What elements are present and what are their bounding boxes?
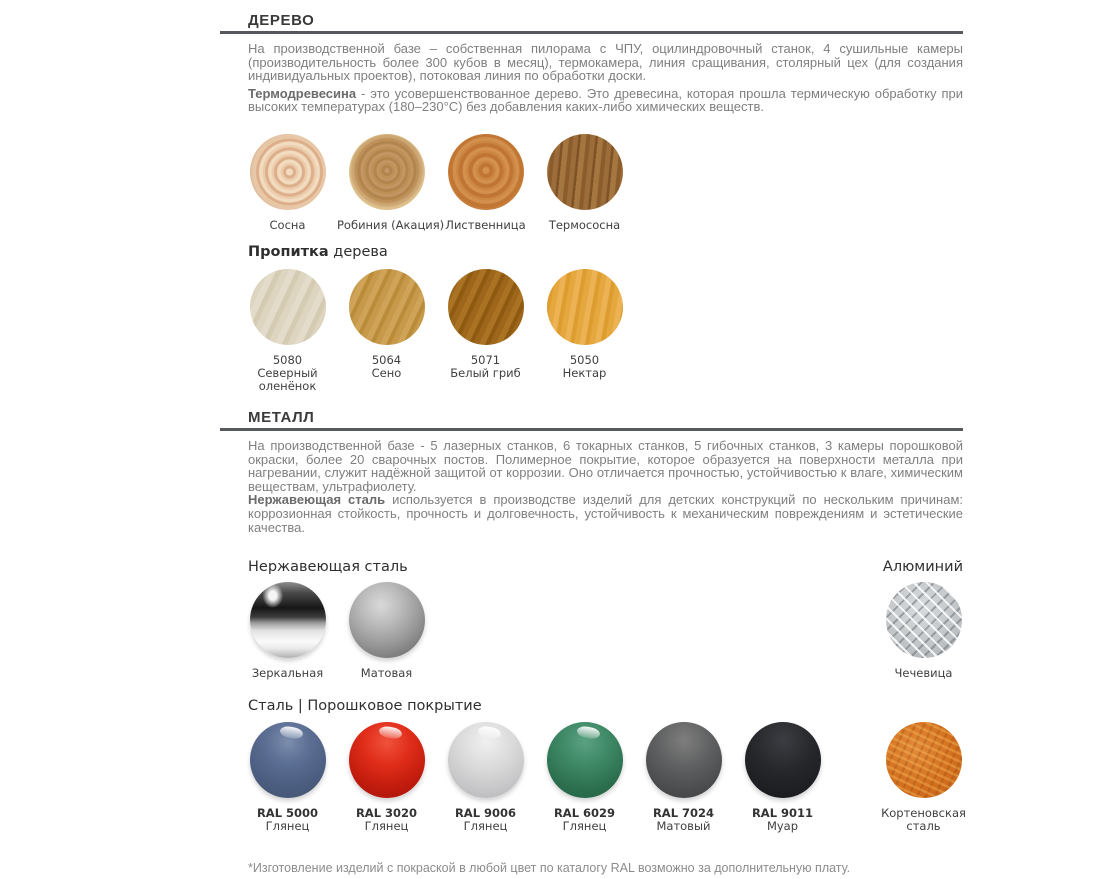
aluminum-title: Алюминий (882, 559, 963, 576)
ral-code: RAL 3020 (355, 806, 418, 821)
stain-5064-circle (349, 269, 425, 345)
metal-section-title: МЕТАЛЛ (248, 408, 315, 426)
section-divider (220, 31, 963, 34)
swatch-name: Белый гриб (450, 365, 521, 380)
swatch-matte (337, 582, 436, 680)
wood-swatch-row (238, 134, 973, 232)
metal-paragraph-2-lead: Нержавеющая сталь (248, 492, 386, 508)
swatch-label: Робиния (Акация) (337, 217, 445, 232)
wood-paragraph-2-lead: Термодревесина (248, 85, 357, 101)
powder-coating-title: Сталь | Порошковое покрытие (248, 698, 482, 715)
swatch-ral7024 (634, 722, 733, 833)
stain-5071-circle (448, 269, 524, 345)
stainless-header-row (248, 560, 963, 575)
impregnation-title-lead: Пропитка (248, 243, 329, 260)
swatch-mirror (238, 582, 337, 680)
metal-paragraph-2 (248, 493, 963, 534)
mirror-steel-circle (250, 582, 326, 658)
impregnation-title-rest: дерева (328, 243, 388, 260)
swatch-code: 5080 (272, 352, 303, 367)
ral-code: RAL 7024 (652, 806, 715, 821)
swatch-label: Кортеновская сталь (881, 806, 966, 834)
swatch-label: Лиственница (445, 217, 526, 232)
thermopine-wood-circle (547, 134, 623, 210)
ral-finish: Глянец (463, 819, 508, 834)
swatch-name: Северный оленёнок (257, 365, 318, 393)
stain-5080-circle (250, 269, 326, 345)
corten-steel-circle (886, 722, 962, 798)
swatch-label (238, 354, 337, 393)
swatch-code: 5050 (569, 352, 600, 367)
metal-paragraph-1: На производственной базе - 5 лазерных станков, 6 токарных станков, 5 гибочных станков, 3 камеры порошковой окраски, более 20 сварочных постов. Полимерное покрытие, которое образуется на поверхности металла при нагревании, служит надёжной защитой от коррозии. Оно отличается прочностью, устойчивостью к влаге, химическим веществам, ультрафиолету. (248, 437, 963, 494)
wood-paragraph-2-rest: - это усовершенствованное дерево. Это древесина, которая прошла термическую обработку при высоких температурах (180–230°С) без добавления каких-либо химических веществ. (248, 85, 963, 115)
ral6029-sphere (547, 722, 623, 798)
ral-finish: Матовый (656, 819, 711, 834)
swatch-robinia (337, 134, 445, 232)
ral7024-sphere (646, 722, 722, 798)
swatch-name: Сено (371, 365, 402, 380)
swatch-name: Нектар (562, 365, 607, 380)
swatch-code: 5071 (470, 352, 501, 367)
section-divider (220, 428, 963, 431)
ral-code: RAL 9006 (454, 806, 517, 821)
swatch-larch (436, 134, 535, 232)
page-content (248, 0, 966, 876)
swatch-5080 (238, 269, 337, 393)
swatch-label: Чечевица (894, 666, 953, 681)
swatch-code: 5064 (371, 352, 402, 367)
swatch-label (436, 354, 535, 380)
wood-section-title: ДЕРЕВО (248, 12, 315, 29)
ral-finish: Муар (766, 819, 799, 834)
swatch-5050 (535, 269, 634, 393)
swatch-label (337, 354, 436, 380)
swatch-label: Сосна (269, 217, 306, 232)
wood-paragraph-2 (248, 87, 963, 114)
swatch-ral9006 (436, 722, 535, 833)
ral5000-sphere (250, 722, 326, 798)
swatch-label (337, 807, 436, 833)
swatch-label (238, 807, 337, 833)
ral-footnote: *Изготовление изделий с покраской в любой цвет по каталогу RAL возможно за дополнительную плату. (248, 861, 851, 876)
swatch-label (535, 807, 634, 833)
stainless-swatch-row (238, 582, 973, 680)
ral9011-sphere (745, 722, 821, 798)
stain-5050-circle (547, 269, 623, 345)
swatch-thermopine (535, 134, 634, 232)
matte-steel-circle (349, 582, 425, 658)
swatch-pine (238, 134, 337, 232)
swatch-label (733, 807, 832, 833)
swatch-label: Зеркальная (251, 666, 324, 681)
swatch-ral6029 (535, 722, 634, 833)
swatch-label: Термососна (548, 217, 621, 232)
ral-code: RAL 5000 (256, 806, 319, 821)
swatch-label (436, 807, 535, 833)
swatch-5064 (337, 269, 436, 393)
swatch-corten (874, 722, 973, 833)
swatch-label (634, 807, 733, 833)
stainless-title: Нержавеющая сталь (248, 559, 408, 576)
larch-wood-circle (448, 134, 524, 210)
ral9006-sphere (448, 722, 524, 798)
robinia-wood-circle (349, 134, 425, 210)
wood-paragraph-1: На производственной базе – собственная пилорама с ЧПУ, оцилиндровочный станок, 4 сушильные камеры (производительность более 300 кубов в месяц), термокамера, линия сращивания, столярный цех (для создания индивидуальных проектов), потоковая линия по обработки доски. (248, 41, 963, 84)
swatch-label (535, 354, 634, 380)
ral-finish: Глянец (562, 819, 607, 834)
ral3020-sphere (349, 722, 425, 798)
ral-finish: Глянец (265, 819, 310, 834)
ral-code: RAL 9011 (751, 806, 814, 821)
ral-finish: Глянец (364, 819, 409, 834)
impregnation-title (248, 245, 963, 260)
metal-paragraph-2-rest: используется в производстве изделий для детских конструкций по нескольким причинам: коррозионная стойкость, прочность и долговечность, устойчивость к механическим повреждениям и эстетические качества. (248, 492, 964, 535)
pine-wood-circle (250, 134, 326, 210)
swatch-ral5000 (238, 722, 337, 833)
powder-swatch-row (238, 722, 973, 833)
swatch-label: Матовая (360, 666, 413, 681)
checker-plate-circle (886, 582, 962, 658)
impregnation-swatch-row (238, 269, 973, 393)
swatch-lentil-plate (874, 582, 973, 680)
swatch-ral9011 (733, 722, 832, 833)
swatch-5071 (436, 269, 535, 393)
ral-code: RAL 6029 (553, 806, 616, 821)
swatch-ral3020 (337, 722, 436, 833)
